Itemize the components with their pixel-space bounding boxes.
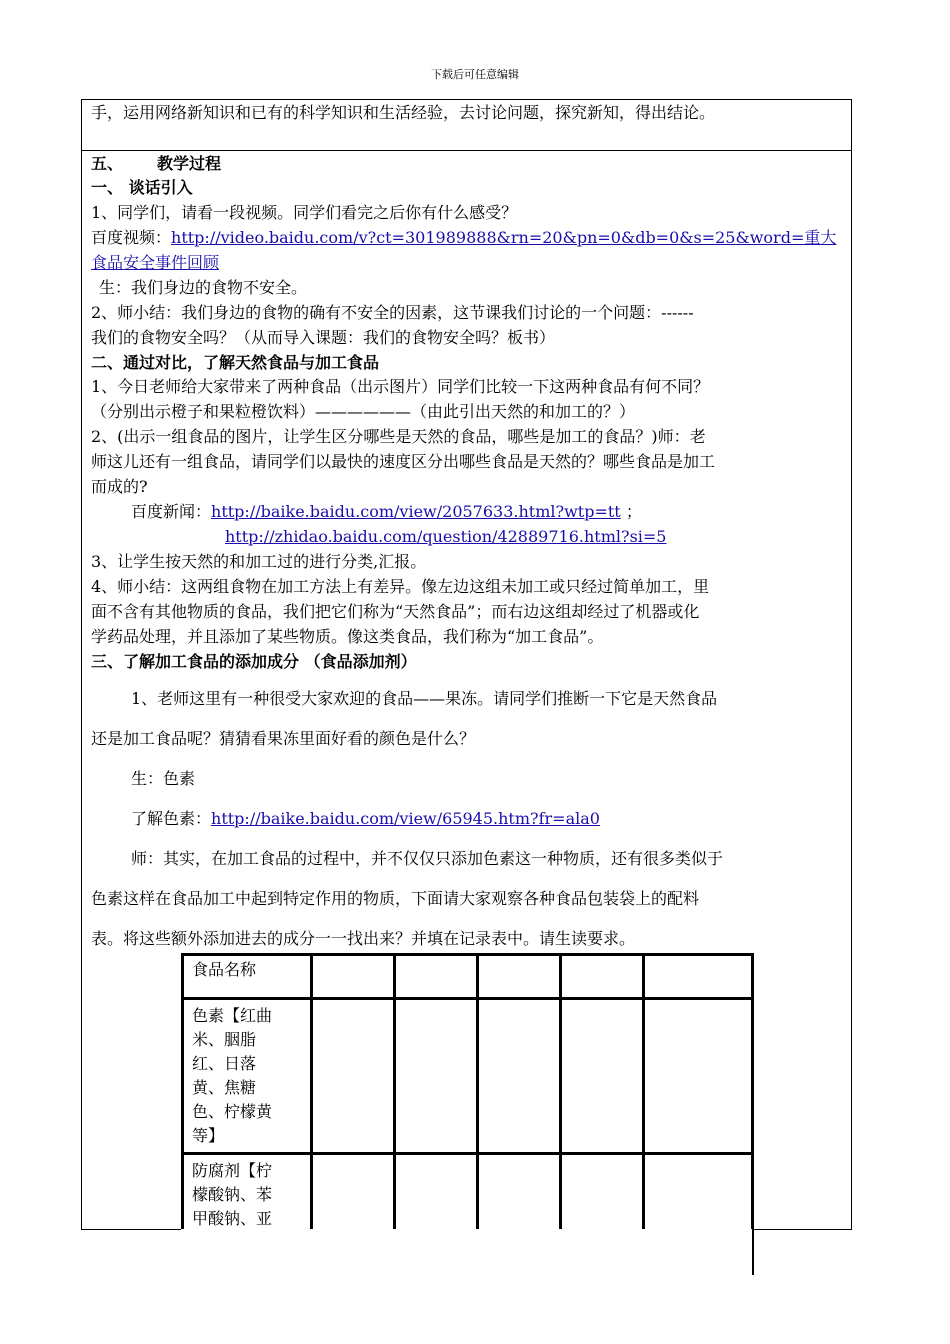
part2-p2-line2: 师这儿还有一组食品，请同学们以最快的速度区分出哪些食品是天然的？哪些食品是加工 [91, 452, 716, 471]
table-cell[interactable] [478, 999, 561, 1154]
section-heading [91, 154, 221, 174]
cell-text-line: 檬酸钠、苯 [192, 1185, 273, 1204]
news-link-line [131, 502, 642, 522]
table-header-row [183, 955, 753, 999]
table-cell[interactable] [644, 999, 753, 1154]
part3-heading: 三、了解加工食品的添加成分 （食品添加剂） [91, 652, 417, 671]
cell-text-line: 色素【红曲 [192, 1006, 273, 1025]
news-link-1[interactable]: http://baike.baidu.com/view/2057633.html?wtp=tt [211, 502, 621, 521]
pigment-label: 了解色素： [131, 809, 212, 828]
part2-p1-line1: 1、今日老师给大家带来了两种食品（出示图片）同学们比较一下这两种食品有何不同？ [91, 377, 710, 396]
table-cell[interactable] [312, 999, 395, 1154]
part3-p2-line2: 色素这样在食品加工中起到特定作用的物质，下面请大家观察各种食品包装袋上的配料 [91, 889, 700, 908]
part3-p2-line3: 表。将这些额外添加进去的成分一一找出来？并填在记录表中。请生读要求。 [91, 929, 636, 948]
cell-text-line: 色、柠檬黄 [192, 1102, 273, 1121]
part2-p1-line2: （分别出示橙子和果粒橙饮料）——————（由此引出天然的和加工的？） [91, 402, 636, 421]
cell-text-line: 米、胭脂 [192, 1030, 257, 1049]
news-label: 百度新闻： [131, 502, 212, 521]
video-link-cont[interactable]: 食品安全事件回顾 [91, 253, 220, 272]
page-header: 下载后可任意编辑 [431, 68, 519, 81]
cell-text-line: 防腐剂【柠 [192, 1161, 273, 1180]
intro-text: 手，运用网络新知识和已有的科学知识和生活经验，去讨论问题，探究新知，得出结论。 [91, 103, 716, 122]
news-link-2[interactable]: http://zhidao.baidu.com/question/42889716.html?si=5 [225, 527, 667, 546]
part3-p2-line1: 师：其实，在加工食品的过程中，并不仅仅只添加色素这一种物质，还有很多类似于 [131, 849, 724, 868]
pigment-row-label [183, 999, 312, 1154]
part3-p1-line1: 1、老师这里有一种很受大家欢迎的食品——果冻。请同学们推断一下它是天然食品 [131, 689, 718, 708]
video-link[interactable]: http://video.baidu.com/v?ct=301989888&rn=20&pn=0&db=0&s=25&word=重大 [171, 228, 837, 247]
teacher-summary-2: 我们的食物安全吗？（从而导入课题：我们的食物安全吗？板书） [91, 328, 556, 347]
table-cell[interactable] [644, 955, 753, 999]
record-table [181, 953, 754, 1275]
part1-heading: 一、 谈话引入 [91, 178, 193, 197]
pigment-link[interactable]: http://baike.baidu.com/view/65945.htm?fr=ala0 [211, 809, 600, 828]
part2-p4-line2: 面不含有其他物质的食品，我们把它们称为“天然食品”；而右边这组却经过了机器或化 [91, 602, 700, 621]
table-cell[interactable] [395, 999, 478, 1154]
section-title: 教学过程 [157, 154, 222, 173]
table-cell[interactable] [312, 955, 395, 999]
table-row [183, 999, 753, 1154]
food-name-header: 食品名称 [183, 955, 312, 999]
part2-heading: 二、通过对比，了解天然食品与加工食品 [91, 353, 380, 372]
part2-p4-line3: 学药品处理，并且添加了某些物质。像这类食品，我们称为“加工食品”。 [91, 627, 604, 646]
table-cell[interactable] [561, 955, 644, 999]
table-cell[interactable] [561, 999, 644, 1154]
video-link-line [91, 228, 836, 248]
cell-text-line: 红、日落 [192, 1054, 257, 1073]
section-number: 五、 [91, 154, 124, 173]
table-cell[interactable] [395, 955, 478, 999]
part2-p4-line1: 4、师小结：这两组食物在加工方法上有差异。像左边这组未加工或只经过简单加工，里 [91, 577, 710, 596]
news-separator: ； [625, 502, 642, 521]
cell-text-line: 等】 [192, 1126, 225, 1145]
part1-question: 1、同学们，请看一段视频。同学们看完之后你有什么感受？ [91, 203, 518, 222]
part2-p3: 3、让学生按天然的和加工过的进行分类,汇报。 [91, 552, 427, 571]
video-label: 百度视频： [91, 228, 172, 247]
cell-text-line: 甲酸钠、亚 [192, 1209, 273, 1228]
part3-student: 生：色素 [131, 769, 196, 788]
page-bottom-mask [181, 1229, 752, 1344]
part2-p2-line3: 而成的? [91, 477, 148, 496]
cell-text-line: 黄、焦糖 [192, 1078, 257, 1097]
part2-p2-line1: 2、(出示一组食品的图片，让学生区分哪些是天然的食品，哪些是加工的食品？)师：老 [91, 427, 706, 446]
pigment-link-line [131, 809, 600, 829]
table-cell[interactable] [478, 955, 561, 999]
part3-p1-line2: 还是加工食品呢？猜猜看果冻里面好看的颜色是什么？ [91, 729, 476, 748]
student-answer: 生：我们身边的食物不安全。 [99, 278, 308, 297]
row-divider [81, 150, 852, 151]
teacher-summary-1: 2、师小结：我们身边的食物的确有不安全的因素，这节课我们讨论的一个问题：------ [91, 303, 694, 322]
